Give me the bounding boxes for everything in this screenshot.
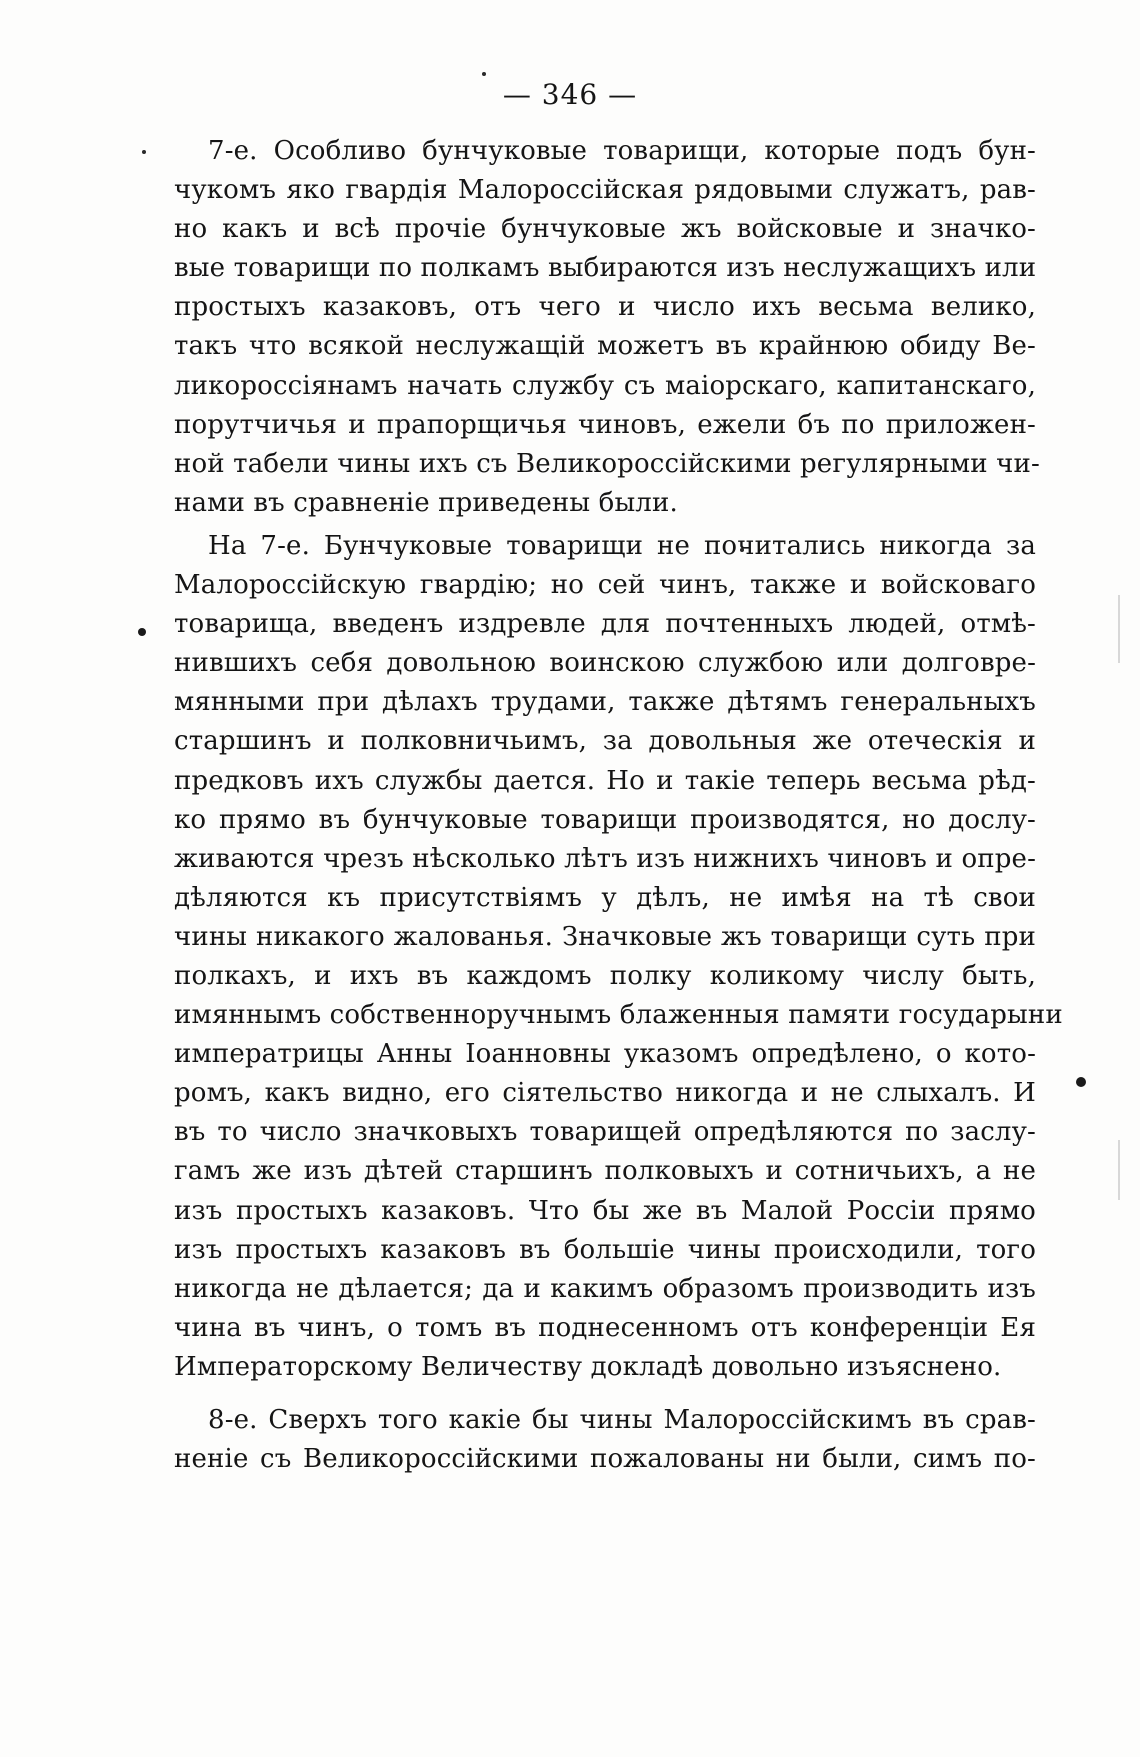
text-line: никогда не дѣлается; да и какимъ образомъ производить изъ [174,1273,1036,1304]
text-line: 7-е. Особливо бунчуковые товарищи, которые подъ бун- [208,136,1036,166]
print-speck [142,150,146,154]
text-line: ной табели чины ихъ съ Великороссійскими регулярными чи- [174,448,1040,479]
text-line: чукомъ яко гвардія Малороссійская рядовыми служатъ, рав- [174,175,1036,206]
page-number: — 346 — [502,78,638,111]
text-line: нами въ сравненіе приведены были. [174,487,678,518]
text-line: Императорскому Величеству докладѣ довольно изъяснено. [174,1351,1002,1382]
text-line: гамъ же изъ дѣтей старшинъ полковыхъ и сотничьихъ, а не [174,1156,1036,1187]
text-line: ликороссіянамъ начать службу съ маіорскаго, капитанскаго, [174,370,1036,401]
text-line: предковъ ихъ службы дается. Но и такіе теперь весьма рѣд- [174,765,1036,796]
paragraph-7 [174,132,1040,523]
text-line: имяннымъ собственноручнымъ блаженныя памяти государыни [174,1000,1063,1031]
text-line: ромъ, какъ видно, его сіятельство никогда и не слыхалъ. И [174,1078,1036,1109]
text-line: императрицы Анны Іоанновны указомъ опредѣлено, о кото- [174,1039,1036,1070]
text-line: ко прямо въ бунчуковые товарищи производятся, но дослу- [174,804,1036,835]
text-line: неніе съ Великороссійскими пожалованы ни были, симъ по- [174,1444,1036,1475]
body-text [174,132,1063,1479]
text-line: чина въ чинъ, о томъ въ поднесенномъ отъ конференціи Ея [174,1312,1036,1343]
text-line: въ то число значковыхъ товарищей опредѣляются по заслу- [174,1117,1036,1148]
text-line: На 7-е. Бунчуковые товарищи не почитались никогда за [208,530,1036,561]
text-line: порутчичья и прапорщичья чиновъ, ежели бъ по приложен- [174,409,1036,440]
text-line: Малороссійскую гвардію; но сей чинъ, также и войсковаго [174,570,1036,601]
text-line: товарища, введенъ издревле для почтенныхъ людей, отмѣ- [174,609,1036,640]
scan-edge-shadow [1118,1140,1120,1200]
text-line: изъ простыхъ казаковъ въ большіе чины происходили, того [174,1234,1036,1265]
text-line: такъ что всякой неслужащій можетъ въ крайнюю обиду Ве- [174,331,1036,362]
text-line: нившихъ себя довольною воинскою службою или долговре- [174,648,1036,679]
text-line: 8-е. Сверхъ того какіе бы чины Малороссійскимъ въ срав- [208,1405,1036,1435]
print-speck [482,72,486,76]
margin-dot [1076,1077,1086,1087]
scan-edge-shadow [1118,595,1120,663]
paragraph-7-answer [174,527,1063,1387]
text-line: старшинъ и полковничьимъ, за довольныя же отеческія и [174,726,1036,757]
text-line: простыхъ казаковъ, отъ чего и число ихъ весьма велико, [174,292,1036,323]
text-line: мянными при дѣлахъ трудами, также дѣтямъ генеральныхъ [174,687,1036,718]
text-line: дѣляются къ присутствіямъ у дѣлъ, не имѣя на тѣ свои [174,882,1036,913]
text-line: полкахъ, и ихъ въ каждомъ полку коликому числу быть, [174,960,1036,991]
margin-dot [138,628,146,636]
text-line: живаются чрезъ нѣсколько лѣтъ изъ нижнихъ чиновъ и опре- [174,843,1036,874]
text-line: изъ простыхъ казаковъ. Что бы же въ Малой Россіи прямо [174,1195,1036,1226]
paragraph-8 [174,1401,1036,1479]
text-line: но какъ и всѣ прочіе бунчуковые жъ войсковые и значко- [174,214,1036,245]
text-line: чины никакого жалованья. Значковые жъ товарищи суть при [174,921,1036,952]
text-line: вые товарищи по полкамъ выбираются изъ неслужащихъ или [174,253,1037,284]
